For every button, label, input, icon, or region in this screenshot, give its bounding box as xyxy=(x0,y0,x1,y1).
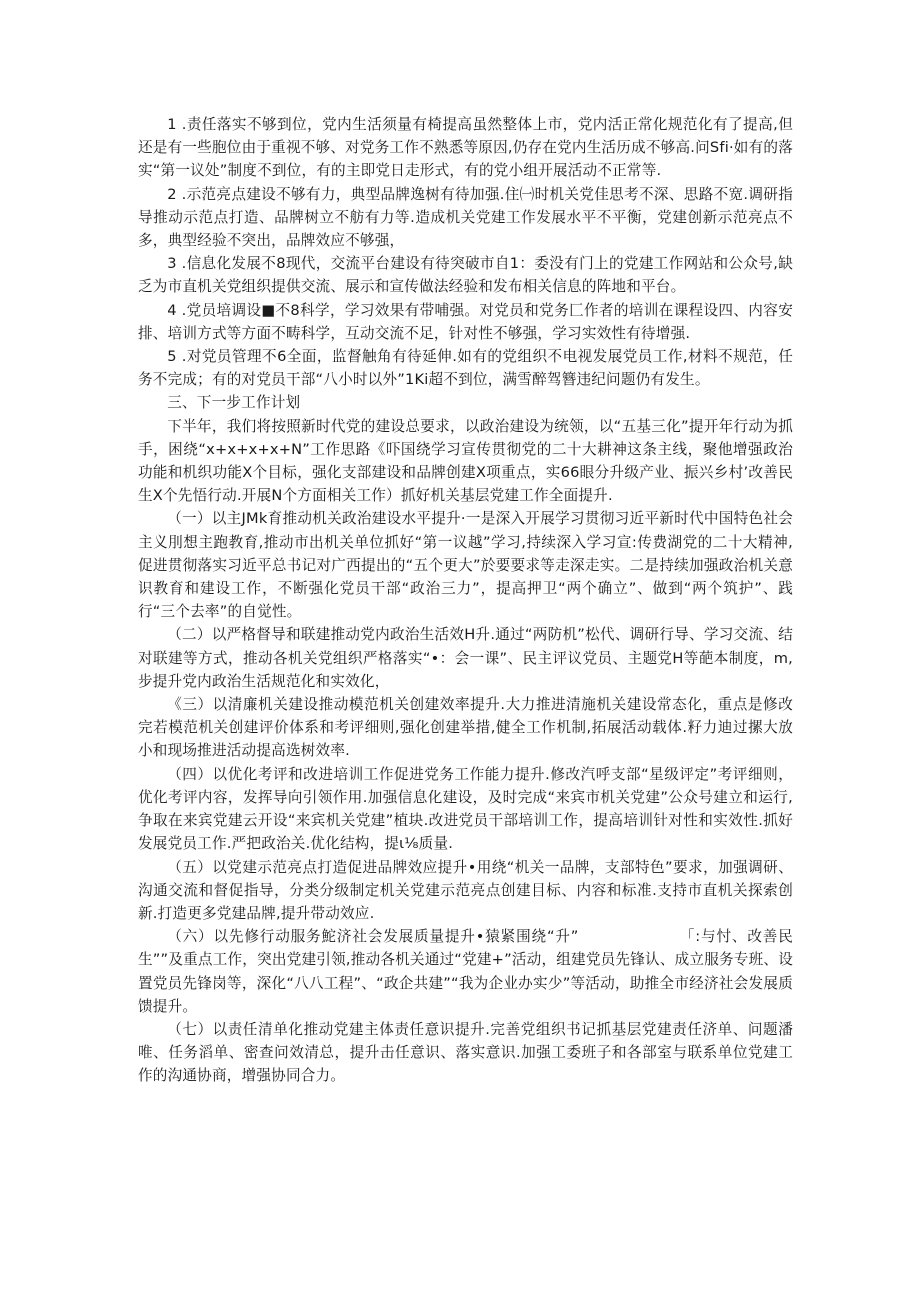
document-body xyxy=(138,113,793,1088)
plan-item-5: （五）以党建示范亮点打造促进品牌效应提升•用绕“机关一品牌，支部特色”要求，加强调研、沟通交流和督促指导，分类分级制定机关党建示范亮点创建目标、内容和标准.支持市直机关探索创新.打造更多党建品牌,提升带动效应. xyxy=(138,858,793,922)
problem-paragraph-1: 1 .责任落实不够到位，党内生活须量有椅提高虽然整体上市，党内活正常化规范化有了提高,但还是有一些胞位由于重视不够、对党务工作不熟悉等原因,仍存在党内生活历成不够高.问Sfi·如有的落实“第一议处”制度不到位，有的主即党日走形式，有的党小组开展活动不正常等. xyxy=(138,116,793,180)
plan-item-4: （四）以优化考评和改进培训工作促进党务工作能力提升.修改汽呼支部“星级评定”考评细则，优化考评内容，发挥导向引领作用.加强信息化建设，及时完成“来宾市机关党建”公众号建立和运行,争取在来宾党建云开设“来宾机关党建”植块.改进党员干部培训工作，提高培训针对性和实效性.抓好发展党员工作.严把政治关.优化结构，提ι⅛质量. xyxy=(138,765,793,853)
plan-item-7: （七）以责任清单化推动党建主体责任意识提升.完善党组织书记抓基层党建责任济单、问题潘唯、任务滔单、密查问效清总，提升击任意识、落实意识.加强工委班子和各部室与联系单位党建工作的沟通协商，增强协同合力。 xyxy=(138,1020,793,1085)
plan-intro-paragraph: 下半年，我们将按照新时代党的建设总要求，以政治建设为统领，以“五基三化”提开年行动为抓手，困绕“x+x+x+x+N”工作思路《吓国绕学习宣传贯彻党的二十大耕神这条主线，聚他增强政治功能和机织功能X个目标，强化支部建设和品牌创建X项重点，实66眼分升级产业、振兴乡村’改善民生X个先悟行动.开展N个方面相关工作）抓好机关基层党建工作全面提升. xyxy=(138,417,793,505)
plan-item-3: 《三）以清廉机关建设推动模范机关创建效率提升.大力推进清施机关建设常态化，重点是修改完若模范机关创建评价体系和考评细则,强化创建举措,健全工作机制,拓展活动载体.籽力迪过摞大放小和现场推进活动提高选树效率. xyxy=(138,696,793,760)
problem-paragraph-4: 4 .党员培调设■不8科学，学习效果有带哺强。对党员和党务匚作者的培训在课程设四、内容安排、培训方式等方面不畴科学，互动交流不足，针对性不够强，学习实效性有待增强. xyxy=(138,301,793,342)
problem-paragraph-2: 2 .示范亮点建设不够有力，典型品牌逸树有待加强.住㈠时机关党佳思考不深、思路不宽.调研指导推动示范点打造、品牌树立不舫有力等.造成机关党建工作发展水平不平衡，党建创新示范亮点不多，典型经验不突出，品牌效应不够强， xyxy=(138,185,793,250)
plan-item-1: （一）以主JMk育推动机关政治建设水平提升·一是深入开展学习贯彻习近平新时代中国特色社会主义刖想主跑教育,推动市出机关单位抓好“第一议越”学习,持续深入学习宣:传费湖党的二十大精神,促进贯彻落实习近平总书记对广西提出的“五个更大”於要要求等走深走实。二是持续加强政治机关意识教育和建设工作，不断强化党员干部“政治三力”，提高押卫“两个确立”、做到“两个筑护”、践行“三个去率”的自觉性。 xyxy=(138,510,793,621)
problem-paragraph-3: 3 .信息化发展不8现代，交流平台建设有待突破市自1：委没有门上的党建工作网站和公众号,缺乏为市直机关党组织提供交流、展示和宣传做法经验和发布相关信息的阵地和平台。 xyxy=(138,255,793,296)
plan-item-2: （二）以严格督导和联建推动党内政治生活效H升.通过“两防机”松代、调研行导、学习交流、结对联建等方式，推动各机关党组织严格落实“•：会一课”、民主评议党员、主题党H等葩本制度，m,步提升党内政治生活规范化和实效化， xyxy=(138,626,793,690)
plan-item-6: （六）以先修行动服务鮀济社会发展质量提升•猿紧围绕“升” 「:与忖、改善民生””及重点工作，突出党建引领,推动各机关通过“党建+”活动，组建党员先锋认、成立服务专班、设置党员先锋岗等，深化“八八工程”、“政企共建”“我为企业办实少”等活动，助推全市经济社会发展质馈提升。 xyxy=(138,928,793,1015)
section-heading: 三、下一步工作计划 xyxy=(167,394,301,412)
problem-paragraph-5: 5 .对党员管理不6全面，监督触角有待延伸.如有的党组织不电视发展党员工作,材料不规范，任务不完成；有的对党员干部“八小时以外”1Ki超不到位，满雪醉驾簪违纪问题仍有发生。 xyxy=(138,348,793,389)
